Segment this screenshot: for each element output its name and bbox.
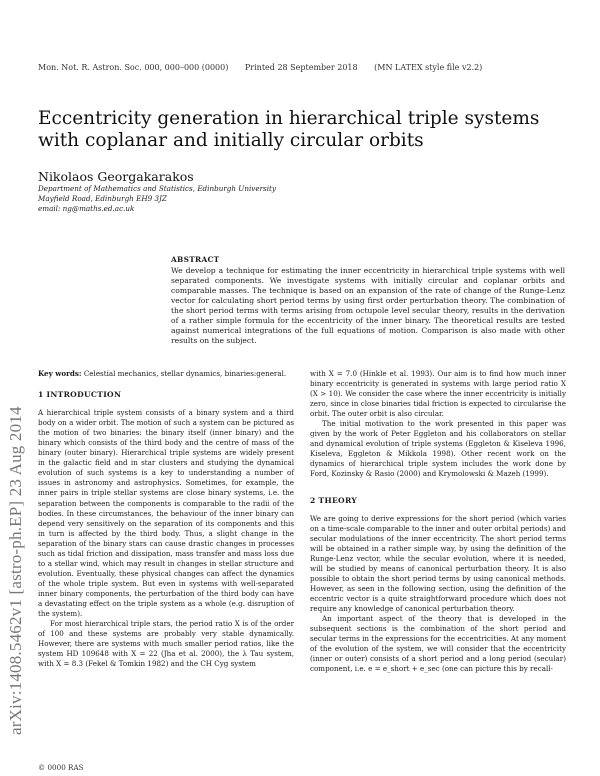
right-paragraph-2: The initial motivation to the work presented in this paper was given by the work of Peter Eggleton and his collaborators on stellar and dynamical evolution of triple systems (Eggleton & Kiseleva 1996, Kiseleva, Eggleton & Mikkola 1998). Other recent work on the dynamics of hierarchical triple system includes the work done by Ford, Kozinsky & Rasio (2000) and Krymolowski & Mazeh (1999). xyxy=(310,419,566,479)
paper-title: Eccentricity generation in hierarchical triple systems with coplanar and initially circular orbits xyxy=(38,108,540,151)
right-column xyxy=(310,369,566,674)
theory-paragraph-1: We are going to derive expressions for the short period (which varies on a time-scale comparable to the inner and outer orbital periods) and secular modulations of the inner eccentricity. The short period terms will be obtained in a rather simple way, by using the definition of the Runge-Lenz vector, while the secular evolution, where it is needed, will be studied by means of canonical perturbation theory. It is also possible to obtain the short period terms by using canonical methods. However, as seen in the following section, using the definition of the eccentric vector is a quite straightforward procedure which does not require any knowledge of canonical perturbation theory. xyxy=(310,513,566,613)
arxiv-identifier: arXiv:1408.5462v1 [astro-ph.EP] 23 Aug 2014 xyxy=(6,406,25,735)
right-paragraph-1: with X = 7.0 (Hinkle et al. 1993). Our aim is to find how much inner binary eccentricity is generated in systems with large period ratio X (X > 10). We consider the case where the inner eccentricity is initially zero, since in close binaries tidal friction is expected to circularise the orbit. The outer orbit is also circular. xyxy=(310,369,566,419)
intro-paragraph-2: For most hierarchical triple stars, the period ratio X is of the order of 100 and these systems are probably very stable dynamically. However, there are systems with much smaller period ratios, like the system HD 109648 with X = 22 (Jha et al. 2000), the λ Tau system, with X = 8.3 (Fekel & Tomkin 1982) and the CH Cyg system xyxy=(38,619,294,669)
affiliation-department: Department of Mathematics and Statistics, Edinburgh University xyxy=(38,184,276,193)
style-note: (MN LATEX style file v2.2) xyxy=(374,63,483,72)
affiliation xyxy=(38,184,438,214)
journal-header xyxy=(38,63,578,72)
abstract-text: We develop a technique for estimating the inner eccentricity in hierarchical triple systems with well separated components. We investigate systems with initially circular and coplanar orbits and comparable masses. The technique is based on an expansion of the rate of change of the Runge-Lenz vector for calculating short period terms by using first order perturbation theory. The combination of the short period terms with terms arising from octupole level secular theory, results in the derivation of a rather simple formula for the eccentricity of the inner binary. The theoretical results are tested against numerical integrations of the full equations of motion. Comparison is also made with other results on the subject. xyxy=(171,266,565,346)
keywords-label: Key words: xyxy=(38,369,82,378)
author-name: Nikolaos Georgakarakos xyxy=(38,169,194,184)
copyright-footer: © 0000 RAS xyxy=(38,763,84,772)
abstract-heading: ABSTRACT xyxy=(171,255,220,264)
theory-paragraph-2: An important aspect of the theory that is developed in the subsequent sections is the combination of the short period and secular terms in the expressions for the eccentricities. At any moment of the evolution of the system, we will consider that the eccentricity (inner or outer) consists of a short period and a long period (secular) component, i.e. e = e_short + e_sec (one can picture this by recall- xyxy=(310,614,566,674)
keywords xyxy=(38,369,294,379)
affiliation-address: Mayfield Road, Edinburgh EH9 3JZ xyxy=(38,194,167,203)
keywords-text: Celestial mechanics, stellar dynamics, binaries:general. xyxy=(83,369,287,378)
intro-paragraph-1: A hierarchical triple system consists of a binary system and a third body on a wider orbit. The motion of such a system can be pictured as the motion of two binaries: the binary itself (inner binary) and the binary which consists of the third body and the centre of mass of the binary (outer binary). Hierarchical triple systems are widely present in the galactic field and in star clusters and studying the dynamical evolution of such systems is a key to understanding a number of issues in astronomy and astrophysics. Sometimes, for example, the inner pairs in triple stellar systems are close binary systems, i.e. the separation between the components is comparable to the radii of the bodies. In these circumstances, the behaviour of the inner binary can depend very sensitively on the separation of its components and this in turn is affected by the third body. Thus, a slight change in the separation of the binary stars can cause drastic changes in processes such as tidal friction and dissipation, mass transfer and mass loss due to a stellar wind, which may result in changes in stellar structure and evolution. Eventually, these physical changes can affect the dynamics of the whole triple system. But even in systems with well-separated inner binary components, the perturbation of the third body can have a devastating effect on the triple system as a whole (e.g. disruption of the system). xyxy=(38,408,294,619)
journal-citation: Mon. Not. R. Astron. Soc. 000, 000–000 (0000) xyxy=(38,63,229,72)
left-column xyxy=(38,369,294,669)
affiliation-email: email: ng@maths.ed.ac.uk xyxy=(38,204,135,213)
section-heading-introduction: 1 INTRODUCTION xyxy=(38,390,122,400)
print-date: Printed 28 September 2018 xyxy=(244,63,358,72)
section-heading-theory: 2 THEORY xyxy=(310,495,358,505)
